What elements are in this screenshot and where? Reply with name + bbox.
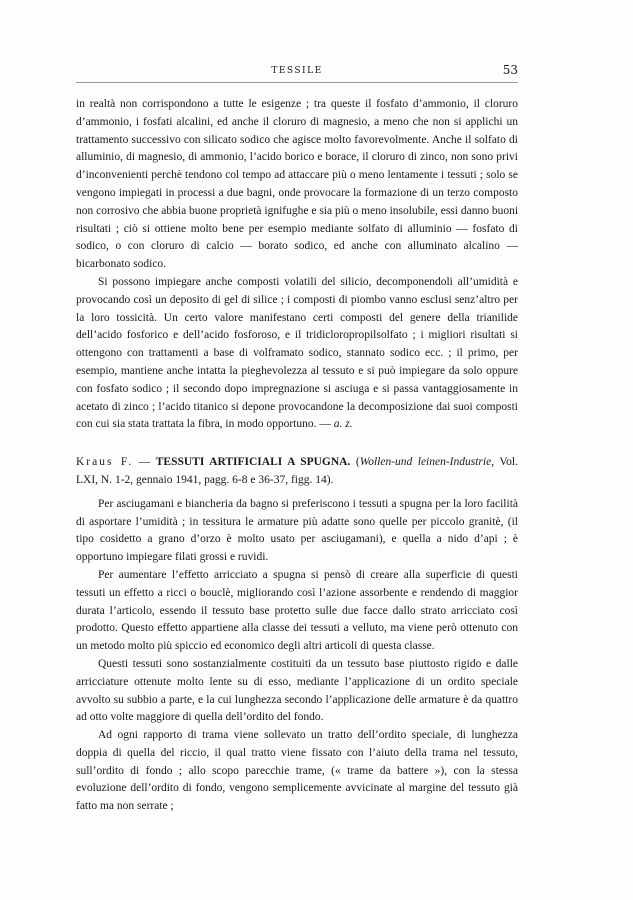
article-paragraph: Per asciugamani e biancheria da bagno si preferiscono i tessuti a spugna per la loro facilità di asportare l’umidità ; in tessitura le armature più adatte sono quelle per piccolo granitè, (il tipo cosidetto a grano d’orzo è molto usato per asciugamani), e quella a nido d’api ; è opportuno impiegare filati grossi e ruvidi. [76, 497, 518, 564]
heading-dash: — [133, 456, 156, 469]
article-title: TESSUTI ARTIFICIALI A SPUGNA. [155, 456, 351, 469]
paragraph [76, 274, 518, 434]
running-header [76, 62, 518, 84]
article-paragraph: Per aumentare l’effetto arricciato a spugna si pensò di creare alla superficie di questi tessuti un effetto a ricci o bouclè, migliorando così l’azione assorbente e rendendo di maggior durata l’articolo, essendo il tessuto base protetto sulle due facce dallo strato arricciato così prodotto. Questo effetto appartiene alla classe dei tessuti a velluto, ma viene però ottenuto con un metodo molto più spiccio ed economico degli altri articoli di questa classe. [76, 568, 518, 653]
article-heading [76, 454, 518, 490]
article-author: Kraus F. [76, 456, 134, 469]
signature: a. z. [333, 418, 353, 431]
page-number: 53 [502, 63, 518, 77]
running-title: TESSILE [271, 66, 323, 76]
source-details: , Vol. LXI, N. 1-2, gennaio 1941, pagg. 6-8 e 36-37, figg. 14). [76, 456, 518, 486]
source-publication: Wollen-und leinen-Industrie [359, 456, 492, 469]
header-rule [76, 82, 518, 83]
source-open: ( [350, 456, 360, 469]
paragraph-continued: in realtà non corrispondono a tutte le esigenze ; tra queste il fosfato d’ammonio, il cloruro d’ammonio, i fosfati alcalini, ed anche il cloruro di magnesio, a meno che non si applichi un trattamento successivo con silicato sodico che agisce molto favorevolmente. Anche il solfato di alluminio, di magnesio, di ammonio, l’acido borico e borace, il cloruro di zinco, non sono privi d’inconvenienti perchè tendono col tempo ad attaccare più o meno lentamente i tessuti ; solo se vengono impiegati in processi a due bagni, onde provocare la formazione di un terzo composto non corrosivo che abbia buone proprietà ignifughe e sia più o meno insolubile, essi danno buoni risultati ; ciò si ottiene molto bene per esempio mediante solfato di alluminio — fosfato di sodico, o con cloruro di calcio — borato sodico, ed anche con alluminato alcalino — bicarbonato sodico. [76, 98, 519, 271]
article-paragraph: Questi tessuti sono sostanzialmente costituiti da un tessuto base piuttosto rigido e dalle arricciature ottenute molto lente su di esso, mediante l’applicazione di un ordito speciale avvolto su subbio a parte, e la cui lunghezza secondo l’applicazione delle armature è da quattro ad otto volte maggiore di quella dell’ordito del fondo. [76, 657, 518, 724]
page-body [76, 96, 518, 816]
paragraph-text: Si possono impiegare anche composti volatili del silicio, decomponendoli all’umidità e provocando così un deposito di gel di silice ; i composti di piombo vanno esclusi senz’altro per la loro tossicità. Un certo valore manifestano certi composti del genere della trianilide dell’acido fosforico e dell’acido fosforoso, e il tridicloropropilsolfato ; i migliori risultati si ottengono con trattamenti a base di volframato sodico, stannato sodico ecc. ; il primo, per esempio, mantiene anche intatta la pieghevolezza al tessuto e si può impiegare da solo oppure con fosfato sodico ; il secondo dopo impregnazione si asciuga e si passa vantaggiosamente in acetato di zinco ; l’acido titanico si depone provocandone la decomposizione dai suoi composti con cui sia stata trattata la fibra, in modo opportuno. — [76, 275, 518, 431]
article-paragraph: Ad ogni rapporto di trama viene sollevato un tratto dell’ordito speciale, di lunghezza doppia di quella del riccio, il qual tratto viene fissato con l’aiuto della trama nel tessuto, sull’ordito di fondo ; allo scopo parecchie trame, (« trame da battere »), con la stessa evoluzione dell’ordito di fondo, vengono semplicemente avvicinate al margine del tessuto già fatto ma non serrate ; [76, 729, 518, 813]
